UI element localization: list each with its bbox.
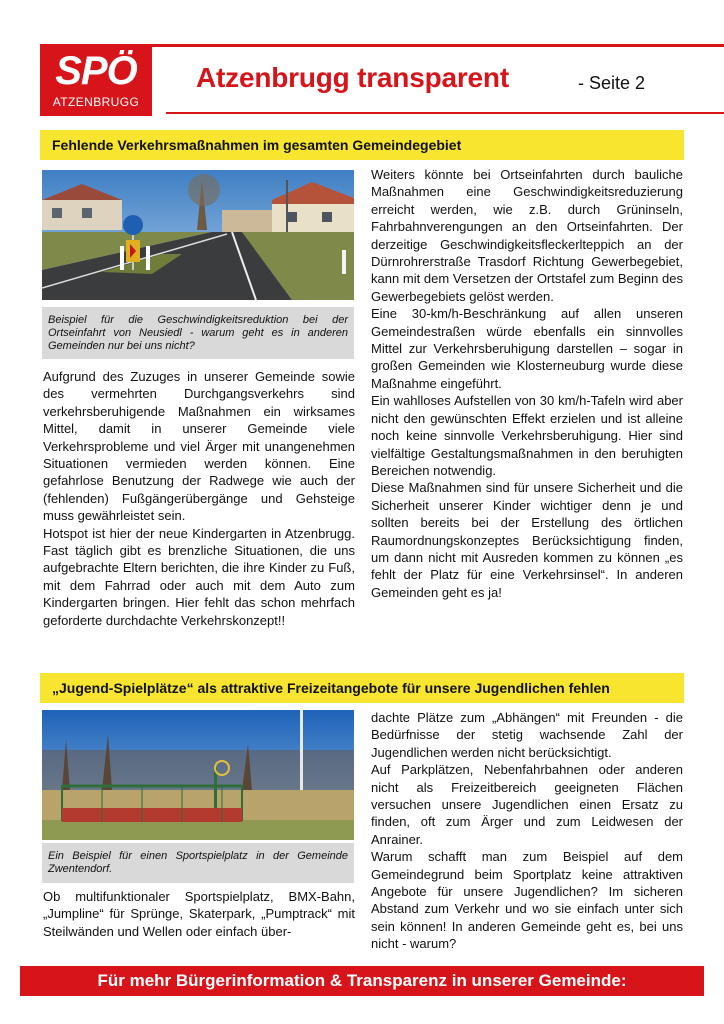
footer-banner: Für mehr Bürgerinformation & Transparenz in unserer Gemeinde: xyxy=(20,966,704,996)
paragraph: Ein wahlloses Aufstellen von 30 km/h-Tafeln wird aber nicht den gewünschten Effekt erzielen und ist alleine noch keine sinnvolle Verkehrsberuhigung. Hier sind vielfältige Gestaltungsmaßnahmen in den beruhigten Bereichen notwendig. xyxy=(371,393,683,478)
paragraph: Auf Parkplätzen, Nebenfahrbahnen oder anderen nicht als Freizeitbereich geeigneten Flächen versuchen unsere Jugendlichen einen Ersatz zu finden, oft zum Ärger und zum Leidwesen der Anrainer. xyxy=(371,762,683,847)
paragraph: Diese Maßnahmen sind für unsere Sicherheit und die Sicherheit unserer Kinder wichtiger denn je und sollten bereits bei der Erstellung des örtlichen Raumordnungskonzeptes Berücksichtigung finden, um dann nicht mit Ausreden kommen zu können „es fehlt der Platz für eine Verkehrsinsel“. In anderen Gemeinden geht es ja! xyxy=(371,480,683,600)
paragraph: Ob multifunktionaler Sportspielplatz, BMX-Bahn, „Jumpline“ für Sprünge, Skaterpark, „Pumptrack“ mit Steilwänden und Wellen oder einfach über- xyxy=(43,889,355,939)
photo-caption: Beispiel für die Geschwindigkeitsreduktion bei der Ortseinfahrt von Neusiedl - warum geht es in anderen Gemeinden nur bei uns nicht? xyxy=(42,307,354,359)
paragraph: Hotspot ist hier der neue Kindergarten in Atzenbrugg. Fast täglich gibt es brenzliche Situationen, die uns aufgebrachte Eltern berichten, die ihre Kinder zu Fuß, mit dem Fahrrad oder auch mit dem Auto zum Kindergarten bringen. Hier fehlt das schon mehrfach geforderte durchdachte Verkehrskonzept!! xyxy=(43,525,355,628)
masthead-rule xyxy=(166,112,724,114)
section-heading-youth-playgrounds: „Jugend-Spielplätze“ als attraktive Freizeitangebote für unsere Jugendlichen fehlen xyxy=(40,673,684,703)
paragraph: Weiters könnte bei Ortseinfahrten durch bauliche Maßnahmen eine Geschwindigkeitsreduzierung erreicht werden, wie z.B. durch Grüninseln, Fahrbahnverengungen an den Ortseinfahrten. Der derzeitige Geschwindigkeitsfleckerlteppich an der Dürnrohrerstraße Trasdorf Richtung Gewerbegebiet, kann mit dem Versetzen der Ortstafel zum Beginn des Gewerbegebiets gelöst werden. xyxy=(371,167,683,304)
section-heading-traffic: Fehlende Verkehrsmaßnahmen im gesamten Gemeindegebiet xyxy=(40,130,684,160)
spoe-logo[interactable] xyxy=(40,44,152,116)
paragraph: Aufgrund des Zuzuges in unserer Gemeinde sowie des vermehrten Durchgangsverkehrs sind verkehrsberuhigende Maßnahmen ein wirksames Mittel, damit in unserer Gemeinde viele Verkehrsprobleme und viel Ärger mit unangenehmen Situationen vermieden werden können. Eine gefahrlose Benutzung der Radwege wie auch der (fehlenden) Fußgängerübergänge und Gehsteige muss gewährleistet sein. xyxy=(43,369,355,524)
road-photo xyxy=(42,170,354,300)
sports-playground-photo xyxy=(42,710,354,840)
page-label: - Seite 2 xyxy=(578,73,646,93)
logo-subtext: ATZENBRUGG xyxy=(52,95,140,109)
paragraph: dachte Plätze zum „Abhängen“ mit Freunden - die Bedürfnisse der stetig wachsende Zahl der Jugendlichen werden nicht berücksichtigt. xyxy=(371,710,683,760)
logo-text: SPÖ xyxy=(55,49,137,93)
body-text-left xyxy=(43,368,355,629)
photo-caption: Ein Beispiel für einen Sportspielplatz in der Gemeinde Zwentendorf. xyxy=(42,843,354,883)
paragraph: Eine 30-km/h-Beschränkung auf allen unseren Gemeindestraßen würde ebenfalls ein sinnvolles Mittel zur Verkehrsberuhigung darstellen – sogar in großen Gemeinden wie Klosterneuburg wurde diese Maßnahme eingeführt. xyxy=(371,306,683,391)
paragraph: Warum schafft man zum Beispiel auf dem Gemeindegrund beim Sportplatz keine attraktiven Angebote für unsere Jugendlichen? Im sicheren Abstand zum Verkehr und wo sie einfach unter sich sein können! In anderen Gemeinde geht es, bei uns nicht - warum? xyxy=(371,849,683,952)
body-text-left xyxy=(43,888,355,940)
body-text-right xyxy=(371,709,683,953)
body-text-right xyxy=(371,166,683,601)
masthead-title: Atzenbrugg transparent xyxy=(196,62,509,93)
